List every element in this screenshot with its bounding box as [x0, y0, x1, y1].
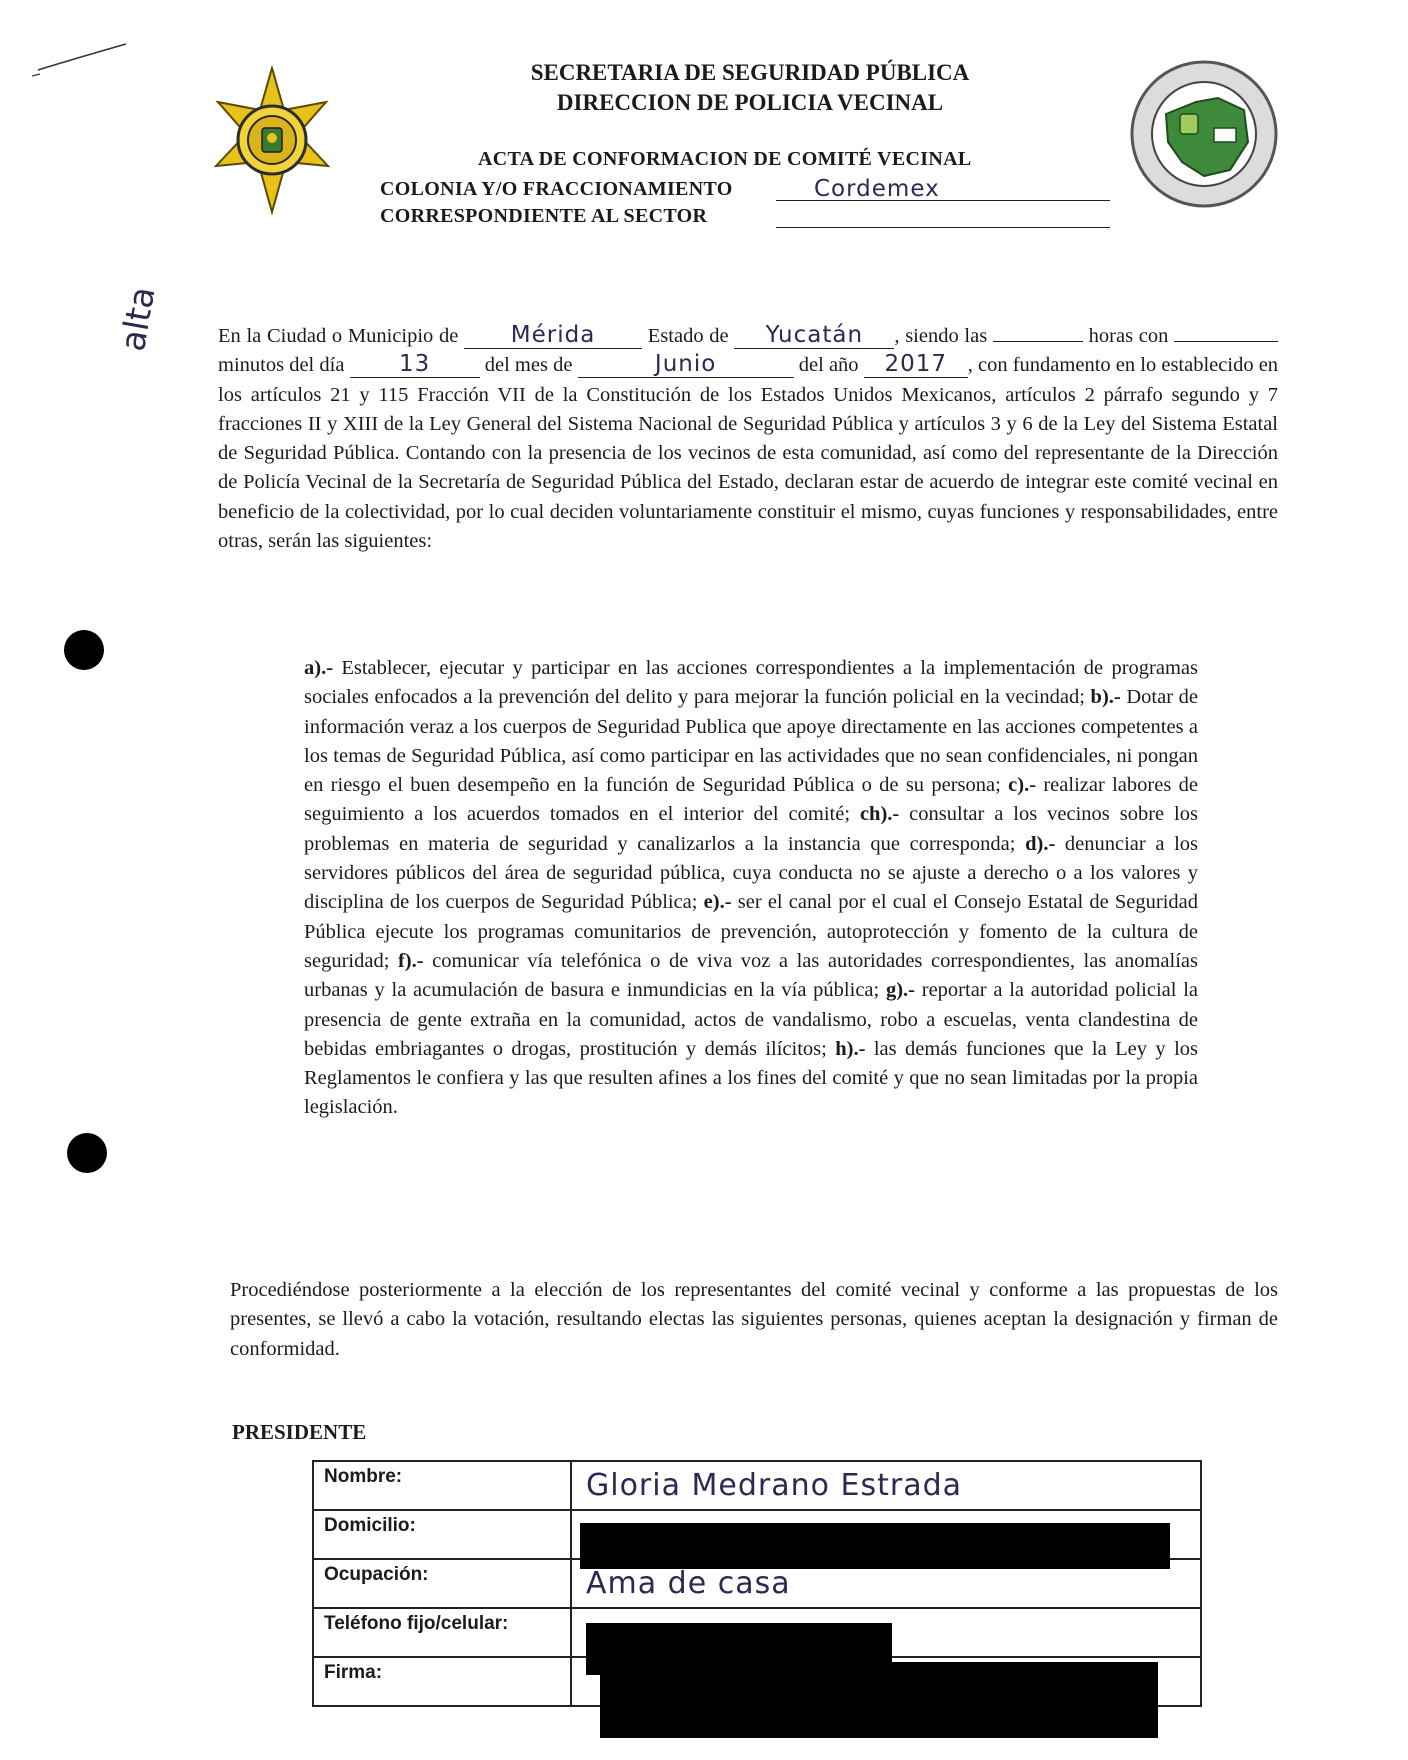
table-row — [313, 1657, 1201, 1706]
function-text: realizar labores de seguimiento a los acuerdos tomados en el interior del comité; — [304, 774, 1198, 826]
mes-field: Junio — [578, 352, 794, 378]
ocupacion-label: Ocupación: — [313, 1559, 571, 1608]
function-text: reportar a la autoridad policial la presencia de gente extraña en la comunidad, actos de vandalismo, robo a escuelas, venta clandestina de bebidas embriagantes o drogas, prostitución y demás ilícitos; — [304, 979, 1198, 1060]
function-text: las demás funciones que la Ley y los Reglamentos le confiera y las que resulten afines a los fines del comité y que no sean limitadas por la propia legislación. — [304, 1037, 1198, 1119]
dia-field: 13 — [350, 352, 480, 378]
closing-paragraph: Procediéndose posteriormente a la elección de los representantes del comité vecinal y conforme a las propuestas de los presentes, se llevó a cabo la votación, resultando electas las siguientes personas, quienes aceptan la designación y firman de conformidad. — [230, 1279, 1278, 1360]
function-text: consultar a los vecinos sobre los problemas en materia de seguridad y canalizarlos a la instancia que corresponda; — [304, 803, 1198, 855]
anio-field: 2017 — [864, 352, 968, 378]
punch-hole — [64, 630, 104, 670]
president-section-title: PRESIDENTE — [232, 1420, 367, 1444]
firma-label: Firma: — [313, 1657, 571, 1706]
estado-field: Yucatán — [734, 323, 894, 349]
function-text: Establecer, ejecutar y participar en las acciones correspondientes a la implementación de programas sociales enfocados a la prevención del delito y para mejorar la función policial en la vecindad; — [304, 657, 1198, 709]
horas-field — [993, 341, 1083, 342]
police-star-badge-logo — [210, 66, 335, 216]
nombre-value-cell — [571, 1461, 1201, 1510]
function-key: g).- — [885, 979, 915, 1002]
colonia-handwritten-value: Cordemex — [814, 176, 940, 202]
ocupacion-handwritten-value: Ama de casa — [586, 1566, 791, 1601]
function-key: d).- — [1025, 832, 1056, 855]
function-key: b).- — [1090, 686, 1121, 709]
svg-text:alta: alta — [112, 283, 164, 355]
handwritten-margin-note — [108, 270, 178, 360]
directorate-title: DIRECCION DE POLICIA VECINAL — [556, 90, 944, 115]
function-key: ch).- — [859, 803, 900, 826]
function-text: comunicar vía telefónica o de viva voz a las autoridades correspondientes, las anomalías urbanas y la acumulación de basura e inmundicias en la vía pública; — [304, 949, 1198, 1002]
department-title: SECRETARIA DE SEGURIDAD PÚBLICA — [530, 60, 970, 85]
redaction-bar — [600, 1662, 1158, 1738]
function-key: c).- — [1008, 774, 1037, 797]
function-key: f).- — [397, 949, 424, 972]
nombre-label: Nombre: — [313, 1461, 571, 1510]
functions-list — [304, 654, 1198, 1123]
ocupacion-value-cell — [571, 1559, 1201, 1608]
table-row — [313, 1608, 1201, 1657]
domicilio-value-cell — [571, 1510, 1201, 1559]
function-key: h).- — [835, 1037, 866, 1060]
firma-value-cell — [571, 1657, 1201, 1706]
municipio-field: Mérida — [464, 323, 642, 349]
state-security-council-seal-logo — [1126, 58, 1282, 210]
table-row — [313, 1510, 1201, 1559]
function-key: a).- — [304, 657, 334, 679]
telefono-value-cell — [571, 1608, 1201, 1657]
nombre-handwritten-value: Gloria Medrano Estrada — [586, 1468, 963, 1503]
function-key: e).- — [703, 891, 732, 914]
telefono-label: Teléfono fijo/celular: — [313, 1608, 571, 1657]
colonia-label: COLONIA Y/O FRACCIONAMIENTO — [380, 178, 733, 200]
minutos-field — [1174, 341, 1278, 342]
punch-hole — [67, 1133, 107, 1173]
function-text: ser el canal por el cual el Consejo Estatal de Seguridad Pública ejecute los programas comunitarios de prevención, autoprotección y fomento de la cultura de seguridad; — [304, 891, 1199, 972]
sector-blank-line — [776, 227, 1110, 228]
document-header — [380, 58, 1120, 118]
domicilio-label: Domicilio: — [313, 1510, 571, 1559]
table-row — [313, 1461, 1201, 1510]
function-text: denunciar a los servidores públicos del área de seguridad pública, cuya conducta no se ajuste a derecho o a los valores y disciplina de los cuerpos de Seguridad Pública; — [304, 832, 1198, 914]
intro-paragraph: En la Ciudad o Municipio de Mérida Estado de Yucatán , siendo las horas con minutos del día 13 del mes de Junio del año 2017 , con fundamento en lo establecido en los artículos 21 y 115 Fracción VII de la Constitución de los Estados Unidos Mexicanos, artículos 2 párrafo segundo y 7 fracciones II y XIII de la Ley General del Sistema Nacional de Seguridad Pública y artículos 3 y 6 de la Ley del Sistema Estatal de Seguridad Pública. Contando con la presencia de los vecinos de esta comunidad, así como del representante de la Dirección de Policía Vecinal de la Secretaría de Seguridad Pública del Estado, declaran estar de acuerdo de integrar este comité vecinal en beneficio de la colectividad, por lo cual deciden voluntariamente constituir el mismo, cuyas funciones y responsabilidades, entre otras, serán las siguientes: — [218, 322, 1279, 553]
pen-stroke-mark — [30, 40, 130, 80]
function-text: Dotar de información veraz a los cuerpos de Seguridad Publica que apoye directamente en las acciones competentes a los temas de Seguridad Pública, así como participar en las actividades que no sean confidenciales, ni pongan en riesgo el buen desempeño en la función de Seguridad Pública o de su persona; — [304, 686, 1198, 797]
act-title: ACTA DE CONFORMACION DE COMITÉ VECINAL — [478, 148, 972, 170]
sector-label: CORRESPONDIENTE AL SECTOR — [380, 205, 708, 227]
president-table — [312, 1460, 1202, 1707]
table-row — [313, 1559, 1201, 1608]
